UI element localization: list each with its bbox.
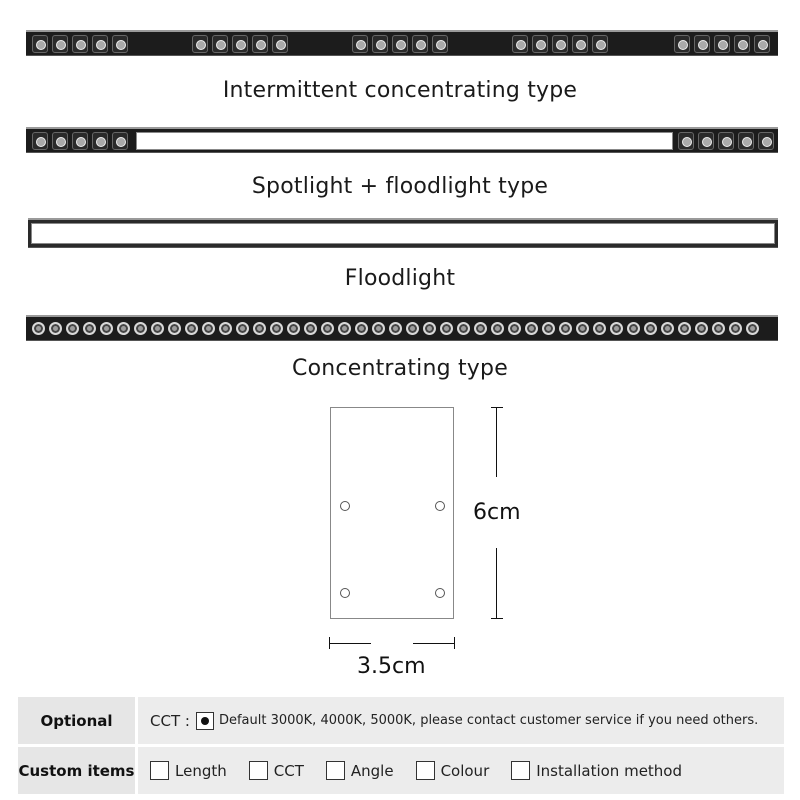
lamp-icon	[321, 322, 334, 335]
custom-items-row	[18, 747, 784, 794]
height-dimension-line	[496, 407, 497, 477]
lamp-icon	[734, 35, 750, 53]
lamp-icon	[432, 35, 448, 53]
checkbox[interactable]	[150, 761, 169, 780]
lamp-group	[512, 32, 612, 55]
caption-spot-flood: Spotlight + floodlight type	[251, 174, 549, 199]
lamp-icon	[212, 35, 228, 53]
lamp-icon	[185, 322, 198, 335]
lamp-icon	[304, 322, 317, 335]
lamp-icon	[112, 132, 128, 150]
screw-hole-icon	[340, 501, 350, 511]
lamp-icon	[698, 132, 714, 150]
lamp-icon	[52, 132, 68, 150]
lamp-icon	[72, 132, 88, 150]
checkbox[interactable]	[326, 761, 345, 780]
lamp-icon	[712, 322, 725, 335]
diffuser-panel	[31, 223, 775, 244]
custom-option-length[interactable]	[150, 761, 227, 780]
radio-selected-dot	[201, 717, 209, 725]
lamp-icon	[754, 35, 770, 53]
custom-option-colour[interactable]	[416, 761, 490, 780]
option-label: Length	[175, 761, 227, 780]
lamp-icon	[572, 35, 588, 53]
lamp-icon	[457, 322, 470, 335]
lamp-icon	[440, 322, 453, 335]
lamp-group	[352, 32, 452, 55]
lamp-icon	[532, 35, 548, 53]
lamp-group	[32, 129, 132, 152]
lamp-icon	[66, 322, 79, 335]
lamp-icon	[694, 35, 710, 53]
checkbox[interactable]	[511, 761, 530, 780]
height-label: 6cm	[473, 500, 521, 525]
lamp-icon	[83, 322, 96, 335]
lamp-icon	[32, 132, 48, 150]
cct-default-radio[interactable]	[196, 712, 214, 730]
diffuser-panel	[136, 132, 673, 150]
lamp-icon	[627, 322, 640, 335]
lamp-icon	[100, 322, 113, 335]
lamp-icon	[593, 322, 606, 335]
lamp-icon	[355, 322, 368, 335]
lamp-icon	[678, 322, 691, 335]
lamp-icon	[287, 322, 300, 335]
option-label: CCT	[273, 761, 304, 780]
lamp-icon	[542, 322, 555, 335]
lamp-icon	[729, 322, 742, 335]
lamp-icon	[392, 35, 408, 53]
lamp-icon	[678, 132, 694, 150]
lamp-icon	[592, 35, 608, 53]
lamp-icon	[423, 322, 436, 335]
concentrating-light-bar	[26, 315, 778, 341]
lamp-icon	[232, 35, 248, 53]
floodlight-bar	[28, 218, 778, 248]
screw-hole-icon	[435, 501, 445, 511]
lamp-icon	[552, 35, 568, 53]
lamp-icon	[474, 322, 487, 335]
lamp-icon	[389, 322, 402, 335]
screw-hole-icon	[340, 588, 350, 598]
option-label: Angle	[350, 761, 394, 780]
lamp-icon	[32, 35, 48, 53]
checkbox[interactable]	[416, 761, 435, 780]
lamp-icon	[52, 35, 68, 53]
lamp-icon	[695, 322, 708, 335]
lamp-icon	[253, 322, 266, 335]
lamp-icon	[92, 35, 108, 53]
screw-hole-icon	[435, 588, 445, 598]
lamp-icon	[758, 132, 774, 150]
caption-concentrating: Concentrating type	[292, 356, 508, 381]
lamp-icon	[661, 322, 674, 335]
lamp-icon	[202, 322, 215, 335]
caption-floodlight: Floodlight	[344, 266, 456, 291]
lamp-icon	[746, 322, 759, 335]
optional-row	[18, 697, 784, 744]
lamp-icon	[738, 132, 754, 150]
custom-items-body	[138, 747, 784, 794]
lamp-icon	[252, 35, 268, 53]
lamp-icon	[714, 35, 730, 53]
lamp-icon	[508, 322, 521, 335]
custom-items-header: Custom items	[18, 747, 135, 794]
lamp-icon	[134, 322, 147, 335]
lamp-icon	[151, 322, 164, 335]
lamp-group	[192, 32, 292, 55]
option-label: Colour	[440, 761, 490, 780]
height-dimension-line	[496, 548, 497, 619]
cct-description: Default 3000K, 4000K, 5000K, please contact customer service if you need others.	[218, 713, 759, 728]
lamp-icon	[406, 322, 419, 335]
lamp-icon	[491, 322, 504, 335]
lamp-icon	[236, 322, 249, 335]
dimension-tick	[454, 637, 455, 649]
lamp-icon	[559, 322, 572, 335]
lamp-icon	[92, 132, 108, 150]
width-dimension-line	[413, 643, 455, 644]
optional-body	[138, 697, 784, 744]
lamp-icon	[576, 322, 589, 335]
lamp-icon	[512, 35, 528, 53]
lamp-icon	[272, 35, 288, 53]
lamp-group	[32, 32, 132, 55]
lamp-icon	[168, 322, 181, 335]
lamp-icon	[112, 35, 128, 53]
lamp-icon	[372, 322, 385, 335]
lamp-icon	[412, 35, 428, 53]
checkbox[interactable]	[249, 761, 268, 780]
lamp-icon	[192, 35, 208, 53]
intermittent-light-bar	[26, 30, 778, 56]
custom-option-cct[interactable]	[249, 761, 304, 780]
optional-header: Optional	[18, 697, 135, 744]
lamp-icon	[644, 322, 657, 335]
lamp-icon	[718, 132, 734, 150]
spot-flood-light-bar	[26, 127, 778, 153]
dimension-tick	[491, 618, 503, 619]
lamp-icon	[338, 322, 351, 335]
lamp-icon	[219, 322, 232, 335]
width-label: 3.5cm	[357, 654, 426, 679]
lamp-group	[32, 317, 763, 340]
cct-label: CCT :	[150, 711, 190, 730]
lamp-group	[678, 129, 778, 152]
options-table	[18, 697, 784, 797]
lamp-icon	[72, 35, 88, 53]
lamp-icon	[117, 322, 130, 335]
lamp-icon	[32, 322, 45, 335]
lamp-group	[674, 32, 774, 55]
lamp-icon	[270, 322, 283, 335]
option-label: Installation method	[536, 761, 683, 780]
lamp-icon	[49, 322, 62, 335]
custom-option-angle[interactable]	[326, 761, 394, 780]
width-dimension-line	[329, 643, 371, 644]
lamp-icon	[674, 35, 690, 53]
lamp-icon	[352, 35, 368, 53]
lamp-icon	[525, 322, 538, 335]
custom-option-installation[interactable]	[511, 761, 682, 780]
caption-intermittent: Intermittent concentrating type	[222, 78, 578, 103]
lamp-icon	[610, 322, 623, 335]
dimension-tick	[491, 407, 503, 408]
lamp-icon	[372, 35, 388, 53]
mounting-plate-diagram	[330, 407, 454, 619]
